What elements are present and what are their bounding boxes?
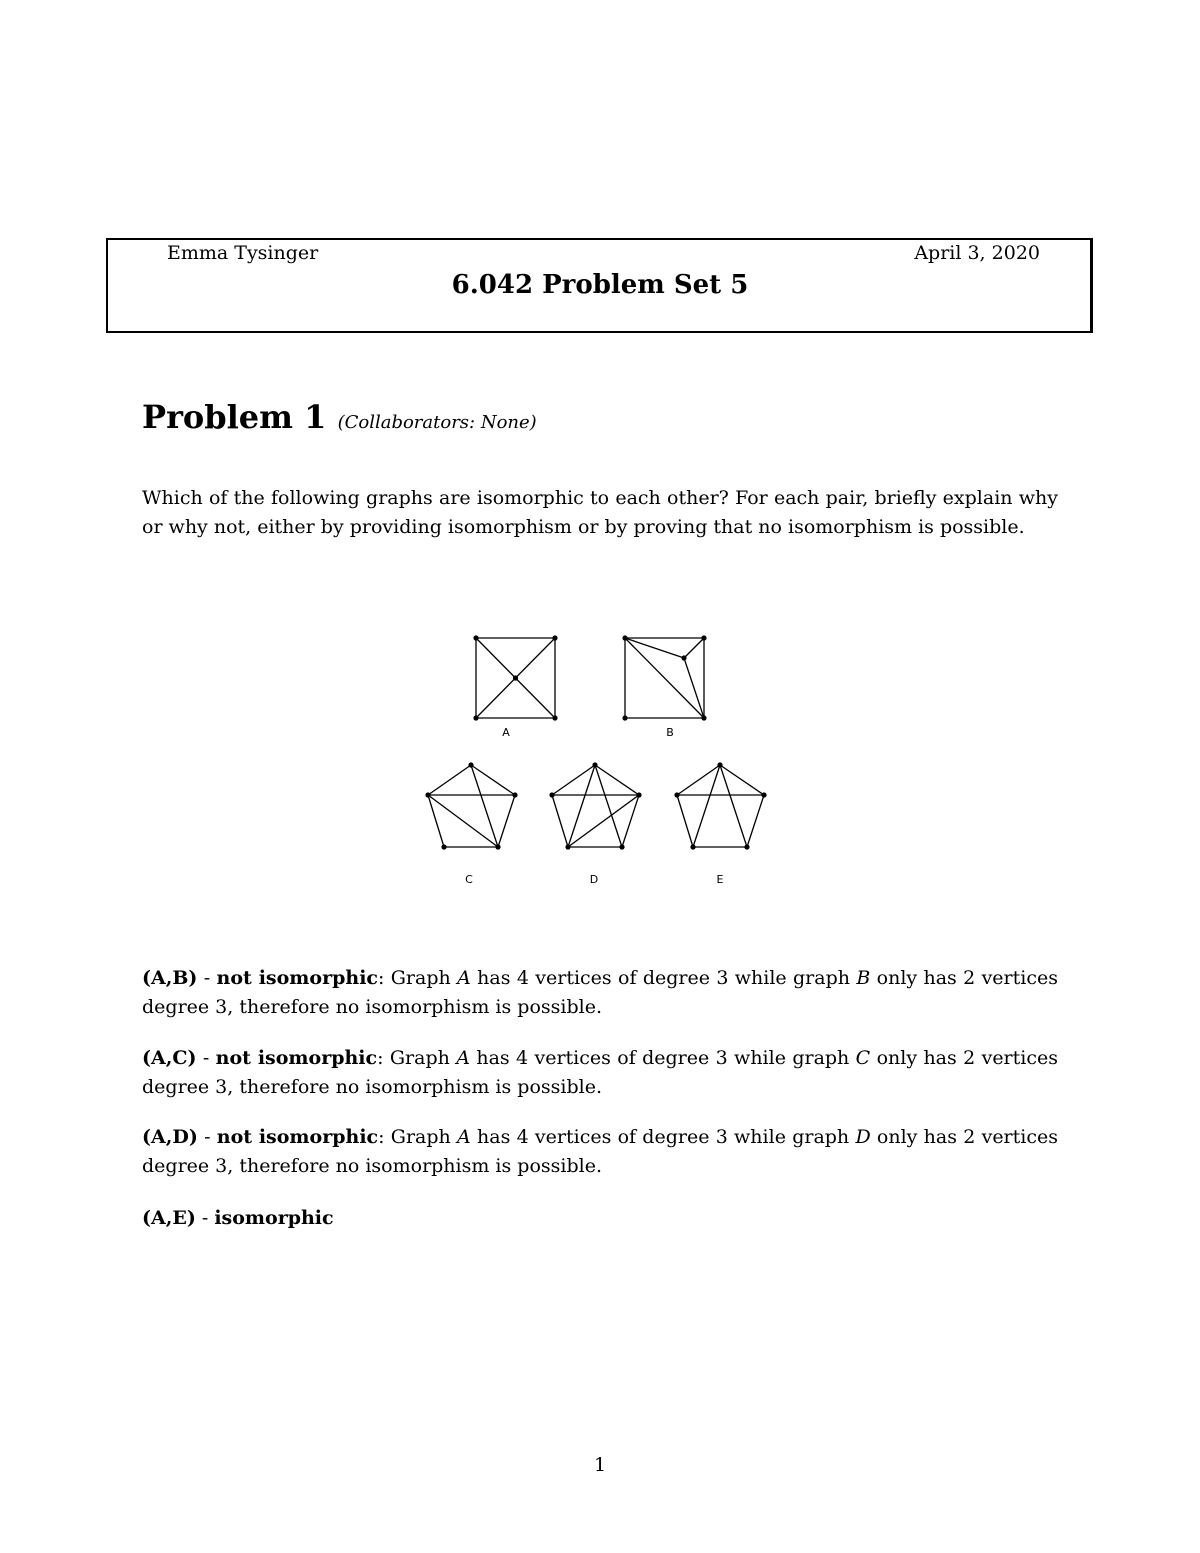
answer-verdict: not isomorphic <box>216 967 378 989</box>
answer-text: has 4 vertices of degree 3 while graph <box>469 1047 856 1069</box>
answer-dash: - <box>197 1126 217 1148</box>
page-number: 1 <box>593 1454 607 1476</box>
graph-e <box>677 765 764 847</box>
graph-name: B <box>856 967 871 989</box>
answer-pair: (A,D) <box>142 1126 198 1148</box>
graph-name: A <box>457 967 471 989</box>
graph-c <box>428 765 515 847</box>
answer-pair: (A,E) <box>142 1207 196 1229</box>
answer-colon: : <box>377 967 391 989</box>
graph-name: C <box>855 1047 871 1069</box>
problem-title: Problem 1 <box>142 398 327 436</box>
answer-dash: - <box>197 967 217 989</box>
answer-a-d <box>142 1123 1058 1181</box>
answer-text: Graph <box>390 1126 458 1148</box>
answer-a-e <box>142 1204 1058 1233</box>
graph-name: D <box>855 1126 871 1148</box>
answer-text: only has 2 vertices degree 3, therefore no isomorphism is possible. <box>142 967 1058 1018</box>
answer-pair: (A,C) <box>142 1047 197 1069</box>
author-name: Emma Tysinger <box>167 242 319 264</box>
answer-pair: (A,B) <box>142 967 198 989</box>
graph-label-d: D <box>589 873 599 886</box>
problem-set-title: 6.042 Problem Set 5 <box>451 270 749 300</box>
answer-text: Graph <box>390 967 458 989</box>
answer-colon: : <box>378 1126 391 1148</box>
graph-label-a: A <box>502 726 510 739</box>
answer-text: only has 2 vertices degree 3, therefore no isomorphism is possible. <box>142 1047 1058 1098</box>
graph-name: A <box>456 1047 470 1069</box>
document-date: April 3, 2020 <box>914 242 1040 264</box>
answer-verdict: isomorphic <box>214 1207 334 1229</box>
answer-verdict: not isomorphic <box>215 1047 378 1069</box>
graph-name: A <box>457 1126 471 1148</box>
answer-text: only has 2 vertices degree 3, therefore no isomorphism is possible. <box>142 1126 1058 1177</box>
problem-statement: Which of the following graphs are isomorphic to each other? For each pair, briefly explain why or why not, either by providing isomorphism or by proving that no isomorphism is possible. <box>142 487 1058 538</box>
graph-b <box>625 638 704 718</box>
graph-label-b: B <box>666 726 674 739</box>
graph-d <box>552 765 639 847</box>
answer-a-c <box>142 1044 1058 1102</box>
graph-label-c: C <box>465 873 473 886</box>
answer-dash: - <box>196 1047 216 1069</box>
graph-label-e: E <box>716 873 724 886</box>
answer-dash: - <box>195 1207 215 1229</box>
answer-colon: : <box>377 1047 390 1069</box>
answer-a-b <box>142 964 1058 1022</box>
answer-text: Graph <box>389 1047 457 1069</box>
answer-text: has 4 vertices of degree 3 while graph <box>470 967 857 989</box>
answer-verdict: not isomorphic <box>216 1126 379 1148</box>
problem-heading <box>142 398 537 436</box>
graphs-figure <box>410 625 790 895</box>
collaborators-note: (Collaborators: None) <box>337 412 537 433</box>
graphs-diagram <box>410 625 790 895</box>
answer-text: has 4 vertices of degree 3 while graph <box>470 1126 856 1148</box>
